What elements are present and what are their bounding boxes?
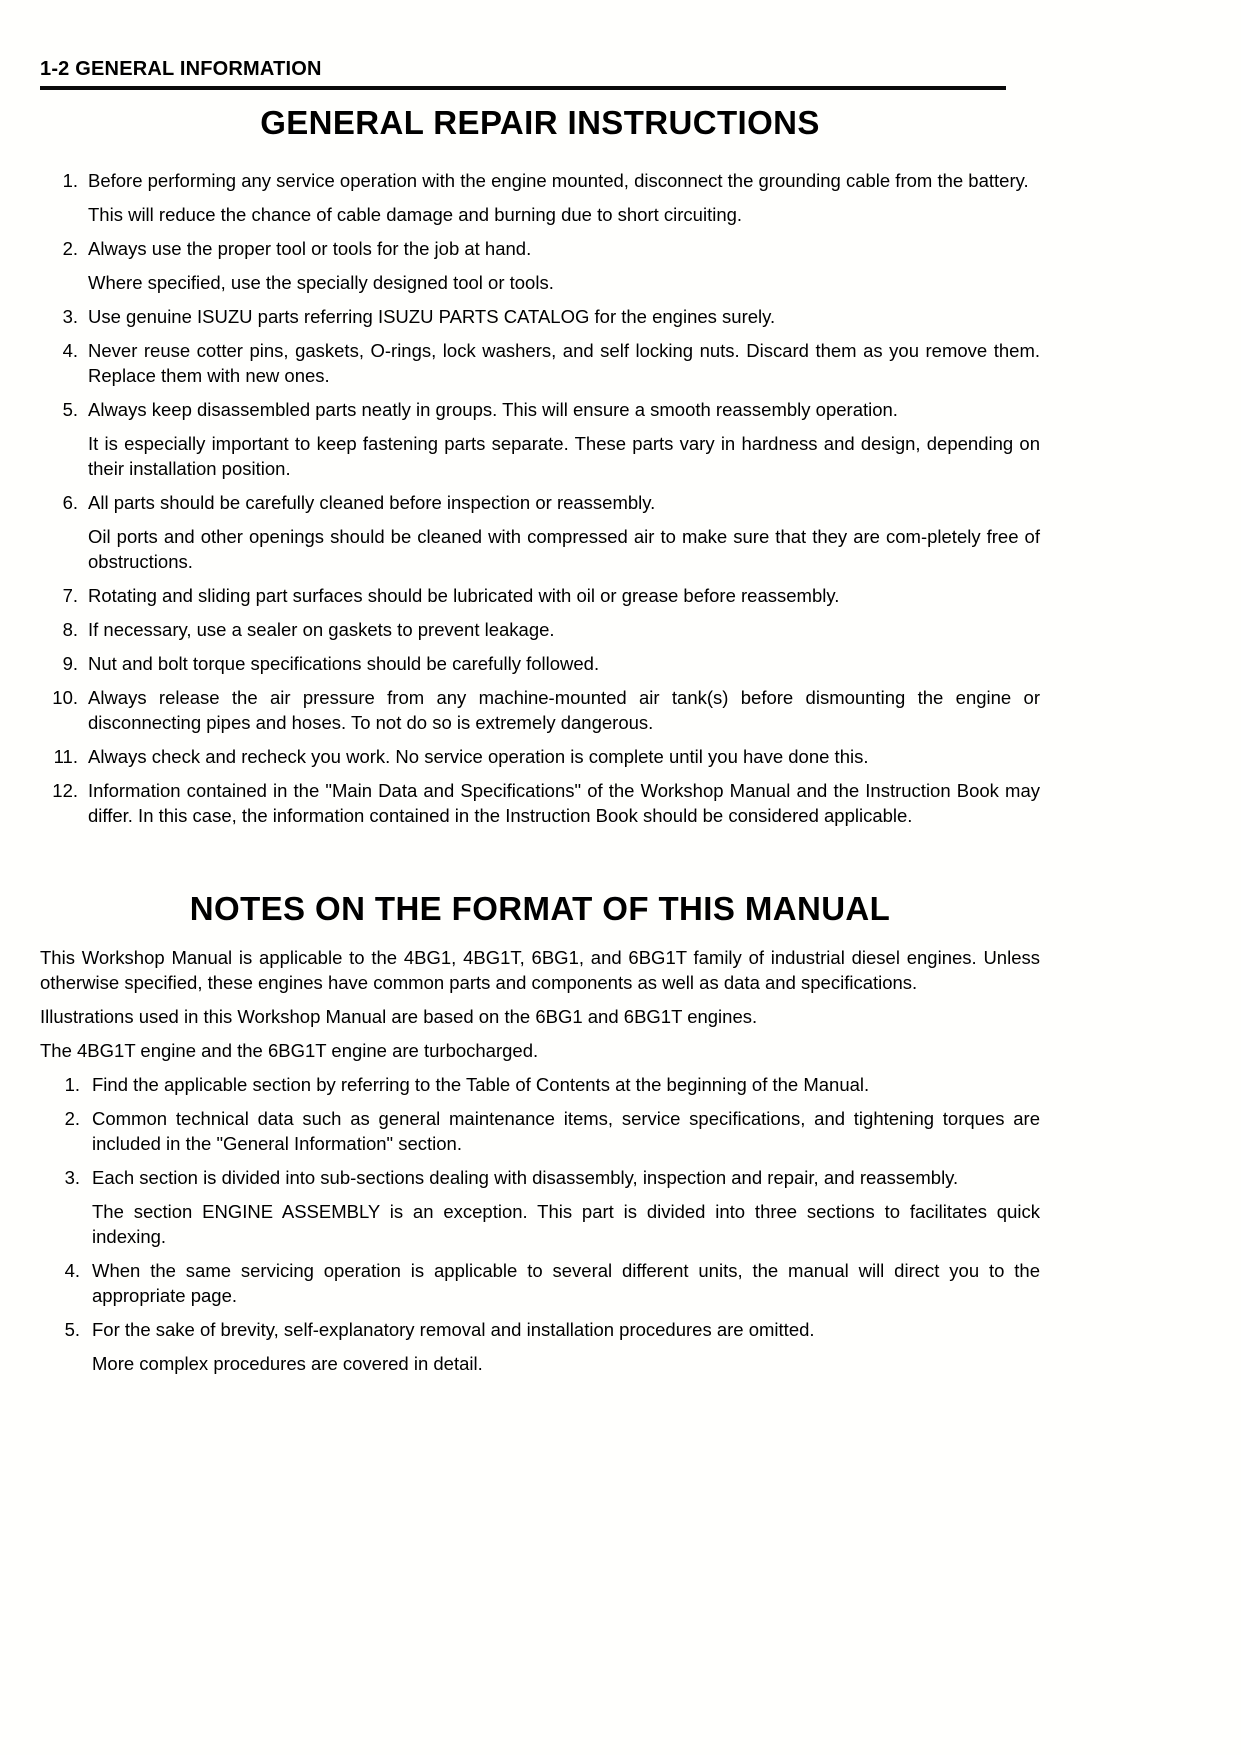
list-item	[40, 778, 1040, 828]
list-item-text: Always check and recheck you work. No service operation is complete until you have done this.	[88, 746, 869, 767]
list-item-text: Always use the proper tool or tools for the job at hand.	[88, 238, 532, 259]
list-item-text: Each section is divided into sub-sections dealing with disassembly, inspection and repair, and reassembly.	[92, 1167, 959, 1188]
list-item-marker: 3.	[62, 306, 78, 327]
notes-intro-paragraphs	[40, 945, 1040, 1063]
list-item-text: Use genuine ISUZU parts referring ISUZU PARTS CATALOG for the engines surely.	[88, 306, 776, 327]
list-item	[40, 744, 1040, 769]
list-item-marker: 2.	[62, 238, 78, 259]
list-item	[40, 490, 1040, 574]
list-item-text: Rotating and sliding part surfaces should be lubricated with oil or grease before reassembly.	[88, 585, 840, 606]
list-item-text: When the same servicing operation is applicable to several different units, the manual will direct you to the appropriate page.	[92, 1260, 1040, 1306]
list-item-subparagraph: This will reduce the chance of cable damage and burning due to short circuiting.	[88, 204, 743, 225]
running-header	[40, 58, 1010, 81]
header-rule	[40, 86, 1006, 90]
list-item-marker: 5.	[62, 399, 78, 420]
list-item-marker: 11.	[53, 746, 78, 767]
list-item-marker: 1.	[62, 170, 78, 191]
list-item-subparagraph: More complex procedures are covered in detail.	[92, 1353, 483, 1374]
list-item-text: Nut and bolt torque specifications should be carefully followed.	[88, 653, 600, 674]
notes-format-list	[40, 1072, 1040, 1376]
list-item-text: If necessary, use a sealer on gaskets to prevent leakage.	[88, 619, 555, 640]
list-item-marker: 8.	[62, 619, 78, 640]
intro-paragraph: The 4BG1T engine and the 6BG1T engine are turbocharged.	[40, 1040, 539, 1061]
list-item-marker: 3.	[64, 1167, 80, 1188]
list-item-subparagraph: The section ENGINE ASSEMBLY is an exception. This part is divided into three sections to facilitates quick indexing.	[92, 1201, 1040, 1247]
list-item-text: Before performing any service operation with the engine mounted, disconnect the grounding cable from the battery.	[88, 170, 1029, 191]
list-item-text: Always release the air pressure from any machine-mounted air tank(s) before dismounting the engine or disconnecting pipes and hoses. To not do so is extremely dangerous.	[88, 687, 1040, 733]
list-item	[40, 1258, 1040, 1308]
section-title-notes-on-format: NOTES ON THE FORMAT OF THIS MANUAL	[189, 890, 891, 927]
list-item-text: Find the applicable section by referring to the Table of Contents at the beginning of the Manual.	[92, 1074, 870, 1095]
list-item-marker: 5.	[64, 1319, 80, 1340]
intro-paragraph: This Workshop Manual is applicable to the 4BG1, 4BG1T, 6BG1, and 6BG1T family of industrial diesel engines. Unless otherwise specified, these engines have common parts and components as well as data and specifications.	[40, 947, 1040, 993]
list-item-marker: 4.	[62, 340, 78, 361]
section-title-repair-instructions: GENERAL REPAIR INSTRUCTIONS	[260, 104, 820, 141]
list-item-text: All parts should be carefully cleaned before inspection or reassembly.	[88, 492, 656, 513]
list-item-marker: 10.	[52, 687, 78, 708]
list-item-subparagraph: Where specified, use the specially designed tool or tools.	[88, 272, 554, 293]
list-item-marker: 6.	[62, 492, 78, 513]
list-item	[40, 304, 1040, 329]
page-folio: 1‑2 GENERAL INFORMATION	[40, 58, 322, 80]
list-item-marker: 7.	[62, 585, 78, 606]
repair-instructions-list	[40, 168, 1040, 828]
list-item	[40, 397, 1040, 481]
intro-paragraph: Illustrations used in this Workshop Manual are based on the 6BG1 and 6BG1T engines.	[40, 1006, 758, 1027]
list-item	[40, 617, 1040, 642]
list-item-marker: 2.	[64, 1108, 80, 1129]
list-item	[40, 685, 1040, 735]
list-item-marker: 4.	[64, 1260, 80, 1281]
list-item-subparagraph: It is especially important to keep fastening parts separate. These parts vary in hardness and design, depending on their installation position.	[88, 433, 1040, 479]
section-general-repair-instructions	[40, 168, 1040, 837]
list-item	[40, 583, 1040, 608]
list-item-text: Common technical data such as general maintenance items, service specifications, and tightening torques are included in the "General Information" section.	[92, 1108, 1040, 1154]
section-notes-on-format	[40, 945, 1040, 1385]
list-item-subparagraph: Oil ports and other openings should be cleaned with compressed air to make sure that they are com-pletely free of obstructions.	[88, 526, 1040, 572]
list-item-text: For the sake of brevity, self-explanatory removal and installation procedures are omitted.	[92, 1319, 815, 1340]
list-item-text: Never reuse cotter pins, gaskets, O-rings, lock washers, and self locking nuts. Discard them as you remove them. Replace them with new ones.	[88, 340, 1040, 386]
list-item	[40, 1106, 1040, 1156]
list-item-text: Information contained in the "Main Data and Specifications" of the Workshop Manual and the Instruction Book may differ. In this case, the information contained in the Instruction Book should be considered applicable.	[88, 780, 1040, 826]
list-item-marker: 9.	[62, 653, 78, 674]
list-item	[40, 1317, 1040, 1376]
list-item	[40, 1072, 1040, 1097]
list-item	[40, 236, 1040, 295]
list-item-marker: 1.	[64, 1074, 80, 1095]
list-item	[40, 168, 1040, 227]
list-item	[40, 338, 1040, 388]
list-item	[40, 1165, 1040, 1249]
list-item-marker: 12.	[52, 780, 78, 801]
list-item	[40, 651, 1040, 676]
list-item-text: Always keep disassembled parts neatly in groups. This will ensure a smooth reassembly operation.	[88, 399, 898, 420]
